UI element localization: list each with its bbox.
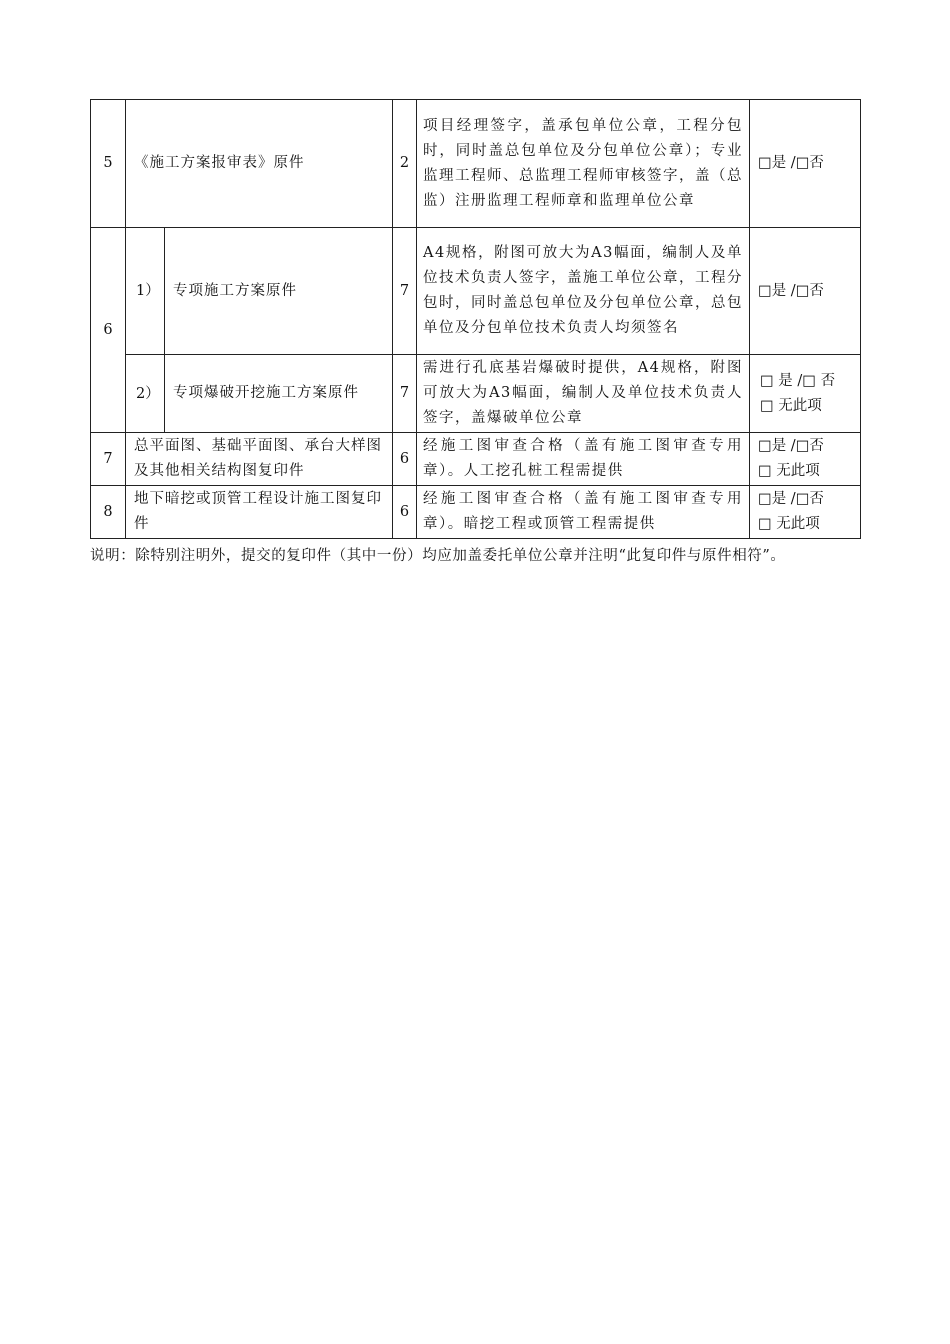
row-number: 5 xyxy=(91,100,126,228)
document-table xyxy=(90,99,861,539)
yes-no-checkbox[interactable]: □是 /□否 xyxy=(758,438,824,454)
row-number: 6 xyxy=(91,228,126,433)
yes-no-checkbox[interactable]: □是 /□否 xyxy=(750,228,861,355)
copies-count: 2 xyxy=(393,100,417,228)
table-row xyxy=(91,486,861,539)
copies-count: 6 xyxy=(393,486,417,539)
requirement-text: A4规格，附图可放大为A3幅面，编制人及单位技术负责人签字，盖施工单位公章，工程分包时，同时盖总包单位及分包单位公章，总包单位及分包单位技术负责人均须签名 xyxy=(417,228,750,355)
material-name: 地下暗挖或顶管工程设计施工图复印件 xyxy=(126,486,393,539)
yes-no-checkbox[interactable]: □是 /□否 xyxy=(750,100,861,228)
row-number: 7 xyxy=(91,433,126,486)
row-number: 8 xyxy=(91,486,126,539)
table-row xyxy=(91,355,861,433)
checkbox-group xyxy=(750,433,861,486)
not-applicable-checkbox[interactable]: □ 无此项 xyxy=(758,516,820,532)
material-name: 《施工方案报审表》原件 xyxy=(126,100,393,228)
material-name: 专项施工方案原件 xyxy=(165,228,393,355)
sub-item-index: 2） xyxy=(126,355,165,433)
yes-no-checkbox[interactable]: □ 是 /□ 否 xyxy=(760,372,836,389)
table-row xyxy=(91,433,861,486)
not-applicable-checkbox[interactable]: □ 无此项 xyxy=(758,463,820,479)
material-name: 总平面图、基础平面图、承台大样图及其他相关结构图复印件 xyxy=(126,433,393,486)
requirement-text: 项目经理签字，盖承包单位公章，工程分包时，同时盖总包单位及分包单位公章）；专业监理工程师、总监理工程师审核签字，盖（总监）注册监理工程师章和监理单位公章 xyxy=(417,100,750,228)
copies-count: 6 xyxy=(393,433,417,486)
footnote: 说明：除特别注明外，提交的复印件（其中一份）均应加盖委托单位公章并注明“此复印件与原件相符”。 xyxy=(90,548,786,564)
table-row xyxy=(91,100,861,228)
not-applicable-checkbox[interactable]: □ 无此项 xyxy=(760,397,822,414)
table-row xyxy=(91,228,861,355)
copies-count: 7 xyxy=(393,355,417,433)
yes-no-checkbox[interactable]: □是 /□否 xyxy=(758,491,824,507)
checkbox-group xyxy=(750,355,861,433)
copies-count: 7 xyxy=(393,228,417,355)
requirement-text: 需进行孔底基岩爆破时提供，A4规格，附图可放大为A3幅面，编制人及单位技术负责人签字，盖爆破单位公章 xyxy=(417,355,750,433)
requirement-text: 经施工图审查合格（盖有施工图审查专用章）。暗挖工程或顶管工程需提供 xyxy=(417,486,750,539)
checkbox-group xyxy=(750,486,861,539)
requirement-text: 经施工图审查合格（盖有施工图审查专用章）。人工挖孔桩工程需提供 xyxy=(417,433,750,486)
sub-item-index: 1） xyxy=(126,228,165,355)
material-name: 专项爆破开挖施工方案原件 xyxy=(165,355,393,433)
